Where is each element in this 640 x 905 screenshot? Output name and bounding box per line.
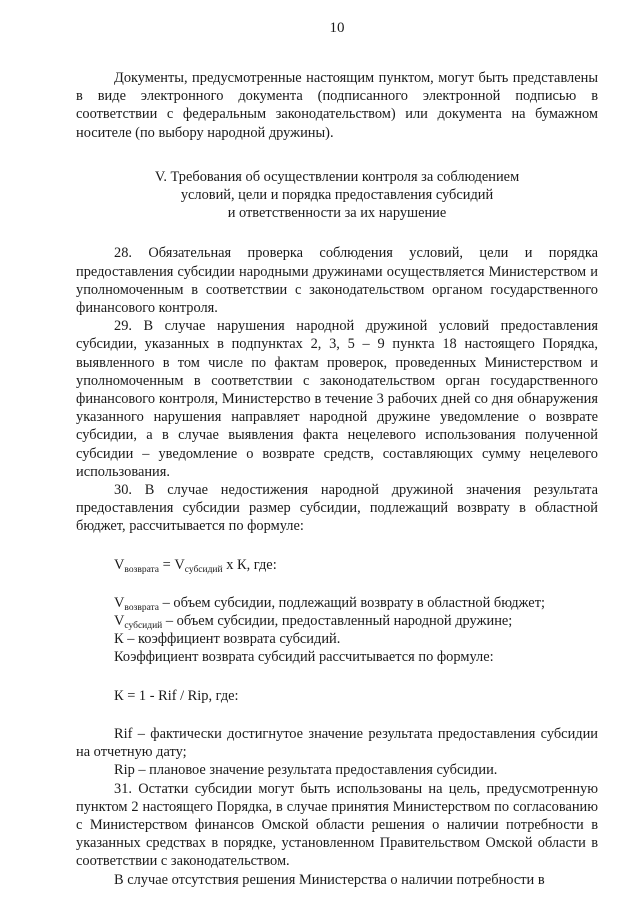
coefficient-intro: Коэффициент возврата субсидий рассчитывается по формуле: [114,649,494,666]
page-number: 10 [329,20,345,36]
definition-v-subsidy: $V_{субсидий}$ – объем субсидии, предоставленный народной дружине; [114,613,513,632]
definition-v-return: $V_{возврата}$ – объем субсидии, подлежащий возврату в областной бюджет; [114,594,545,613]
paragraph-29: 29. В случае нарушения народной дружиной условий предоставления субсидии, указанных в подпунктах 2, 3, 5 – 9 пункта 18 настоящего Порядка, выявленного в том числе по фактам проверок, проведенных Министерством и уполномоченным в соответствии с законодательством орган государственного финансового контроля, Министерство в течение 3 рабочих дней со дня обнаружения указанного нарушения направляет народной дружине уведомление о возврате субсидии, а в случае выявления факта нецелевого использования полученной субсидии – уведомление о возврате средств, составляющих сумму нецелевого использования. [76,318,598,480]
section-heading-line-3: и ответственности за их нарушение [227,205,447,222]
paragraph-30: 30. В случае недостижения народной дружиной значения результата предоставления субсидии размер субсидии, подлежащий возврату в областной бюджет, рассчитывается по формуле: [76,482,598,535]
coefficient-formula: К = 1 - Rif / Rip, где: [114,687,239,704]
section-heading-line-1: V. Требования об осуществлении контроля за соблюдением [154,168,520,185]
definition-rif: Rif – фактически достигнутое значение результата предоставления субсидии на отчетную дату; [76,725,598,761]
definition-rip: Rip – плановое значение результата предоставления субсидии. [114,762,498,779]
intro-paragraph: Документы, предусмотренные настоящим пунктом, могут быть представлены в виде электронного документа (подписанного электронной подписью в соответствии с федеральным законодательством) или документа на бумажном носителе (по выбору народной дружины). [76,70,598,141]
section-heading [76,168,598,223]
return-formula: $V_{возврата} = V_{субсидий}$ х К, где: [114,556,277,575]
paragraph-31: 31. Остатки субсидии могут быть использованы на цель, предусмотренную пунктом 2 настоящего Порядка, в случае принятия Министерством по согласованию с Министерством финансов Омской области решения о наличии потребности в указанных средствах в порядке, установленном Правительством Омской области в соответствии с законодательством. [76,780,598,870]
paragraph-28: 28. Обязательная проверка соблюдения условий, цели и порядка предоставления субсидии народными дружинами осуществляется Министерством и уполномоченным в соответствии с законодательством органом государственного финансового контроля. [76,245,598,317]
section-heading-line-2: условий, цели и порядка предоставления субсидий [180,187,494,204]
definition-k: К – коэффициент возврата субсидий. [114,631,341,648]
last-paragraph: В случае отсутствия решения Министерства о наличии потребности в [114,871,545,888]
document-page [76,20,598,889]
